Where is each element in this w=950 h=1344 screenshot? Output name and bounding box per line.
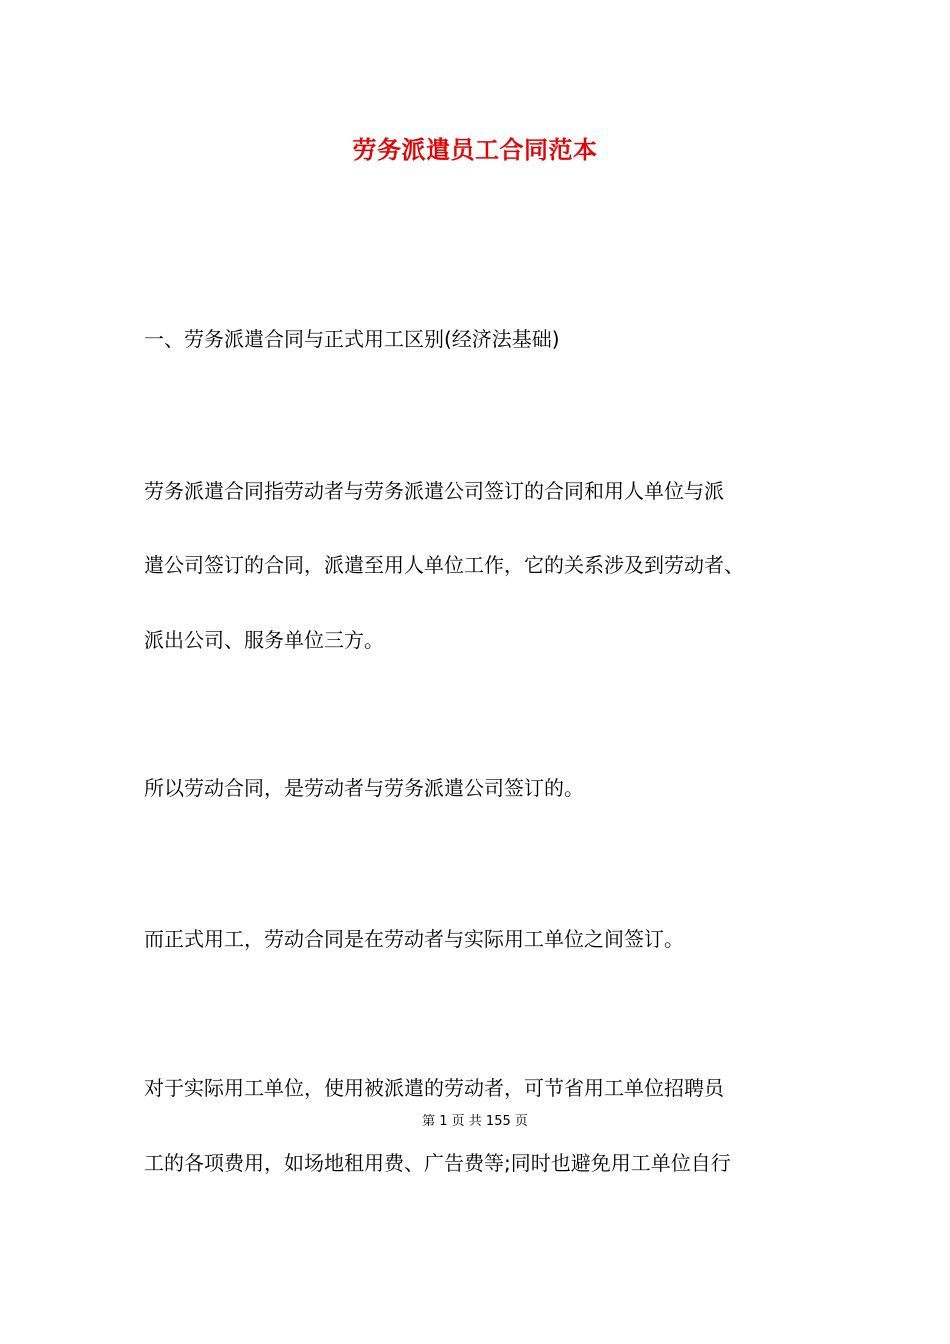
paragraph-line: 劳务派遣合同指劳动者与劳务派遣公司签订的合同和用人单位与派 <box>144 479 724 503</box>
document-title: 劳务派遣员工合同范本 <box>352 136 598 164</box>
page-footer: 第 1 页 共 155 页 <box>422 1114 528 1129</box>
paragraph-line: 遣公司签订的合同，派遣至用人单位工作，它的关系涉及到劳动者、 <box>144 553 744 577</box>
section-heading: 一、劳务派遣合同与正式用工区别(经济法基础) <box>144 327 560 351</box>
paragraph-line: 对于实际用工单位，使用被派遣的劳动者，可节省用工单位招聘员 <box>144 1076 724 1100</box>
paragraph-line: 派出公司、服务单位三方。 <box>144 628 384 652</box>
paragraph-line: 所以劳动合同，是劳动者与劳务派遣公司签订的。 <box>144 776 584 800</box>
paragraph-line: 而正式用工，劳动合同是在劳动者与实际用工单位之间签订。 <box>144 927 684 951</box>
paragraph-line: 工的各项费用，如场地租用费、广告费等;同时也避免用工单位自行 <box>144 1151 731 1175</box>
